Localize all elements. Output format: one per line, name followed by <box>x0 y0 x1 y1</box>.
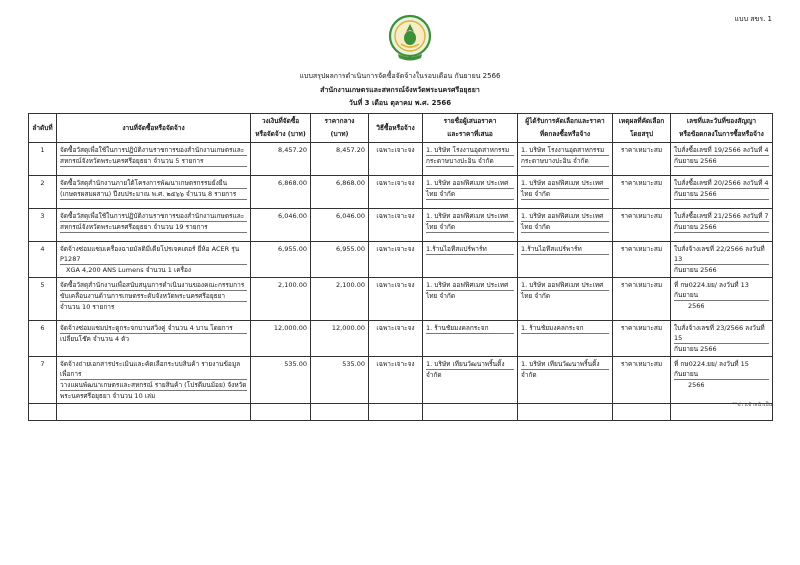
row-no: 7 <box>29 357 57 404</box>
row-contract: ที่ กษ0224.ยย/ ลงวันที่ 15 กันยายน 2566 <box>671 357 773 404</box>
table-row <box>29 143 773 176</box>
row-work: จัดซื้อวัสดุเพื่อใช้ในการปฏิบัติงานราชการของสำนักงานเกษตรและ สหกรณ์จังหวัดพระนครศรีอยุธยา จำนวน 5 รายการ <box>57 143 251 176</box>
header-reason: เหตุผลที่คัดเลือก โดยสรุป <box>613 114 671 143</box>
row-contract: ใบสั่งซื้อเลขที่ 21/2566 ลงวันที่ 7 กันยายน 2566 <box>671 209 773 242</box>
row-work: จัดจ้างถ่ายเอกสารประเมินและคัดเลือกระบบสินค้า รายงานข้อมูลเพื่อการ วางแผนพัฒนาเกษตรและสหกรณ์ รายสินค้า (โปรดีมนม้อย) จังหวัด พระนครศรีอยุธยา จำนวน 10 เล่ม <box>57 357 251 404</box>
header-median-price: ราคากลาง (บาท) <box>311 114 369 143</box>
row-reason: ราคาเหมาะสม <box>613 357 671 404</box>
row-contract: ใบสั่งซื้อเลขที่ 20/2566 ลงวันที่ 4 กันยายน 2566 <box>671 176 773 209</box>
row-contract: ใบสั่งจ้างเลขที่ 22/2566 ลงวันที่ 13 กันยายน 2566 <box>671 242 773 278</box>
header-bidders: รายชื่อผู้เสนอราคา และราคาที่เสนอ <box>423 114 518 143</box>
row-winner: 1. บริษัท ออฟฟิศเมท ประเทศ ไทย จำกัด <box>518 278 613 321</box>
table-row-empty <box>29 404 773 421</box>
row-method: เฉพาะเจาะจง <box>369 143 423 176</box>
agency-name: สำนักงานเกษตรและสหกรณ์จังหวัดพระนครศรีอยุธยา <box>320 85 480 94</box>
row-winner: 1. บริษัท ออฟฟิศเมท ประเทศ ไทย จำกัด <box>518 209 613 242</box>
header-no: ลำดับที่ <box>29 114 57 143</box>
agency-seal-icon <box>388 14 432 64</box>
row-contract: ใบสั่งซื้อเลขที่ 19/2566 ลงวันที่ 4 กันยายน 2566 <box>671 143 773 176</box>
row-median: 12,000.00 <box>311 321 369 357</box>
row-budget: 6,955.00 <box>251 242 311 278</box>
form-code: แบบ สขร. 1 <box>734 15 772 23</box>
document-titles <box>0 70 800 111</box>
row-reason: ราคาเหมาะสม <box>613 242 671 278</box>
row-no: 6 <box>29 321 57 357</box>
table-row <box>29 242 773 278</box>
table-row <box>29 357 773 404</box>
table-row <box>29 321 773 357</box>
row-work: จัดจ้างซ่อมแซมประตูกระจกบานสวิงคู่ จำนวน 4 บาน โดยการ เปลี่ยนโช๊ค จำนวน 4 ตัว <box>57 321 251 357</box>
row-reason: ราคาเหมาะสม <box>613 278 671 321</box>
row-work: จัดจ้างซ่อมแซมเครื่องฉายมัลติมีเดียโปรเจคเตอร์ ยี่ห้อ ACER รุ่น P1287 XGA 4,200 ANS Lumens จำนวน 1 เครื่อง <box>57 242 251 278</box>
row-no: 5 <box>29 278 57 321</box>
row-winner: 1. ร้านชัยมงคลกระจก <box>518 321 613 357</box>
row-budget: 535.00 <box>251 357 311 404</box>
row-winner: 1. บริษัท เทียนวัฒนาพริ้นติ้ง จำกัด <box>518 357 613 404</box>
row-bidders: 1. บริษัท ออฟฟิศเมท ประเทศ ไทย จำกัด <box>423 176 518 209</box>
row-reason: ราคาเหมาะสม <box>613 321 671 357</box>
row-method: เฉพาะเจาะจง <box>369 357 423 404</box>
row-bidders: 1.ร้านไอทีสแปร์พาร์ท <box>423 242 518 278</box>
row-budget: 12,000.00 <box>251 321 311 357</box>
row-winner: 1. บริษัท โรงงานอุตสาหกรรม กระดาษบางปะอิน จำกัด <box>518 143 613 176</box>
table-row <box>29 278 773 321</box>
row-contract: ใบสั่งจ้างเลขที่ 23/2566 ลงวันที่ 15 กันยายน 2566 <box>671 321 773 357</box>
row-median: 535.00 <box>311 357 369 404</box>
header-work: งานที่จัดซื้อหรือจัดจ้าง <box>57 114 251 143</box>
row-winner: 1.ร้านไอทีสแปร์พาร์ท <box>518 242 613 278</box>
row-budget: 8,457.20 <box>251 143 311 176</box>
report-title: แบบสรุปผลการดำเนินการจัดซื้อจัดจ้างในรอบเดือน กันยายน 2566 <box>299 72 501 80</box>
row-bidders: 1. บริษัท โรงงานอุตสาหกรรม กระดาษบางปะอิน จำกัด <box>423 143 518 176</box>
row-no: 3 <box>29 209 57 242</box>
row-bidders: 1. บริษัท เทียนวัฒนาพริ้นติ้ง จำกัด <box>423 357 518 404</box>
header-winner: ผู้ได้รับการคัดเลือกและราคา ที่ตกลงซื้อหรือจ้าง <box>518 114 613 143</box>
header-budget: วงเงินที่จัดซื้อ หรือจัดจ้าง (บาท) <box>251 114 311 143</box>
row-budget: 6,046.00 <box>251 209 311 242</box>
row-reason: ราคาเหมาะสม <box>613 143 671 176</box>
table-header-row <box>29 114 773 143</box>
row-median: 6,046.00 <box>311 209 369 242</box>
header-method: วิธีซื้อหรือจ้าง <box>369 114 423 143</box>
row-bidders: 1. บริษัท ออฟฟิศเมท ประเทศ ไทย จำกัด <box>423 209 518 242</box>
row-method: เฉพาะเจาะจง <box>369 209 423 242</box>
row-winner: 1. บริษัท ออฟฟิศเมท ประเทศ ไทย จำกัด <box>518 176 613 209</box>
table-row <box>29 176 773 209</box>
row-method: เฉพาะเจาะจง <box>369 321 423 357</box>
row-no: 2 <box>29 176 57 209</box>
row-median: 6,868.00 <box>311 176 369 209</box>
row-median: 8,457.20 <box>311 143 369 176</box>
report-date: วันที่ 3 เดือน ตุลาคม พ.ศ. 2566 <box>348 99 452 107</box>
row-budget: 2,100.00 <box>251 278 311 321</box>
row-reason: ราคาเหมาะสม <box>613 209 671 242</box>
row-median: 6,955.00 <box>311 242 369 278</box>
row-method: เฉพาะเจาะจง <box>369 242 423 278</box>
row-bidders: 1. ร้านชัยมงคลกระจก <box>423 321 518 357</box>
row-no: 4 <box>29 242 57 278</box>
row-work: จัดซื้อวัสดุสำนักงานภายใต้โครงการพัฒนาเกษตรกรรมยั่งยืน (เกษตรผสมผสาน) ปีงบประมาณ พ.ศ. ๒๕๖๖ จำนวน 8 รายการ <box>57 176 251 209</box>
row-work: จัดซื้อวัสดุเพื่อใช้ในการปฏิบัติงานราชการของสำนักงานเกษตรและ สหกรณ์จังหวัดพระนครศรีอยุธยา จำนวน 19 รายการ <box>57 209 251 242</box>
row-method: เฉพาะเจาะจง <box>369 176 423 209</box>
header-contract: เลขที่และวันที่ของสัญญา หรือข้อตกลงในการซื้อหรือจ้าง <box>671 114 773 143</box>
row-median: 2,100.00 <box>311 278 369 321</box>
row-reason: ราคาเหมาะสม <box>613 176 671 209</box>
row-no: 1 <box>29 143 57 176</box>
row-bidders: 1. บริษัท ออฟฟิศเมท ประเทศ ไทย จำกัด <box>423 278 518 321</box>
row-contract: ที่ กษ0224.ยย/ ลงวันที่ 13 กันยายน 2566 <box>671 278 773 321</box>
row-work: จัดซื้อวัสดุสำนักงานเพื่อสนับสนุนการดำเนินงานของคณะกรรมการ ขับเคลื่อนงานด้านการเกษตรระดับจังหวัดพระนครศรีอยุธยา จำนวน 10 รายการ <box>57 278 251 321</box>
row-method: เฉพาะเจาะจง <box>369 278 423 321</box>
procurement-table <box>28 113 773 421</box>
row-budget: 6,868.00 <box>251 176 311 209</box>
table-row <box>29 209 773 242</box>
footnote: **ข่าวเข้าหน้าเป็น <box>732 402 772 408</box>
